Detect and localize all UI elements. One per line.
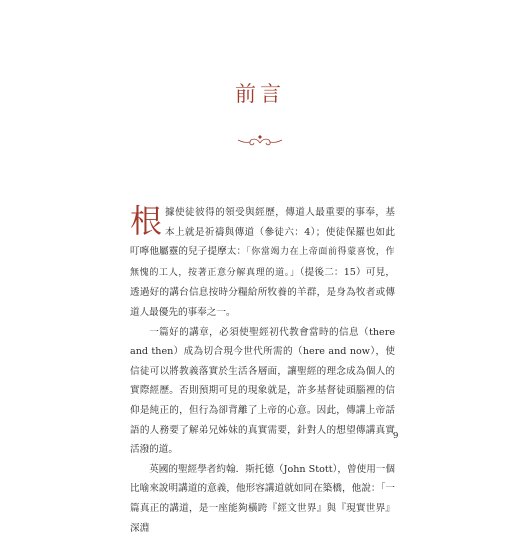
paragraph-1-tail: （提後二：15）可見，透過好的講台信息按時分糧給所牧養的羊群，是身為牧者或傳道人最優先的事奉之一。 [130,266,395,318]
chapter-title: 前言 [235,82,285,106]
paragraph-3: 英國的聖經學者約翰．斯托德（John Stott），曾使用一個比喻來說明講道的意義，他形容講道就如同在築橋，他說：「一篇真正的講道，是一座能夠橫跨『經文世界』與『現實世界』深淵 [130,463,395,534]
flourish-divider-icon [237,134,283,148]
scripture-quote: 「你當竭力在上帝面前得蒙喜悅，作無愧的工人，按著正意分解真理的道。」 [130,247,395,278]
paragraph-2: 一篇好的講章，必須使聖經初代教會當時的信息（there and then）成為切合現今世代所需的（here and now），使信徒可以將教義落實於生活各層面，讓聖經的理念成為個人的實際經歷。否則預期可見的現象就是，許多基督徒頭腦裡的信仰是純正的，但行為卻背離了上帝的心意。因此，傳講上帝話語的人務要了解弟兄姊妹的真實需要，針對人的想望傳講真實活潑的道。 [130,326,395,456]
paragraph-1-lead: 據使徒彼得的領受與經歷，傳道人最重要的事奉，基本上就是祈禱與傳道（參徒六：4）；使徒保羅也如此叮嚀他屬靈的兒子提摩太： [130,207,395,258]
drop-cap: 根 [130,202,163,240]
page-number: 9 [393,431,399,441]
paragraph-1 [130,203,395,323]
body-text [130,203,395,538]
